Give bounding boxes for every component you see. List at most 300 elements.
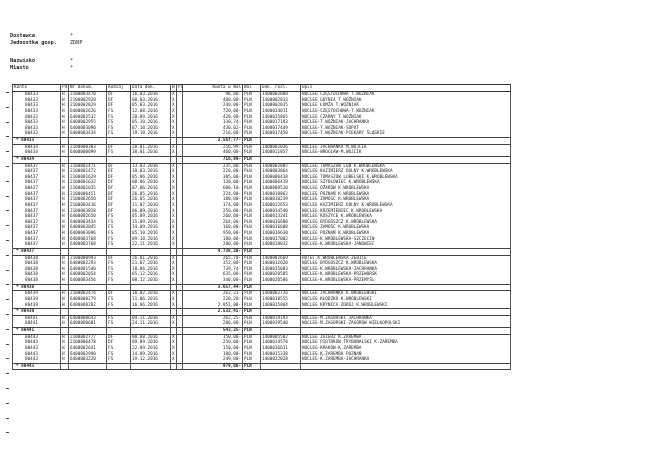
cell-wal: PLN — [243, 340, 261, 346]
cell-wal: PLN — [243, 303, 261, 309]
cell-konto: 80437 — [13, 186, 61, 192]
cell-wal: PLN — [243, 225, 261, 231]
cell-opis: NOCLEG SZYDŁOWIEC K.WRÓBLEWSKA — [301, 180, 511, 186]
cell-w: X — [172, 180, 175, 186]
cell-opis: NOCLEG KŁODZKO K.WRÓBLEWSKI — [301, 297, 511, 303]
header-value: * — [70, 33, 74, 39]
column-header: Data dok. — [131, 85, 171, 92]
cell-nr: 2100001471 — [69, 163, 107, 169]
cell-nr: 2100000993 — [69, 255, 107, 261]
margin-tick — [6, 151, 9, 152]
cell-w: X — [172, 214, 175, 220]
cell-w: X — [172, 231, 175, 236]
cell-opis: NOCLEG ZAMOŚĆ K.WRÓBLEWSKA — [301, 197, 511, 203]
header-value: * — [70, 58, 74, 64]
cell-opis — [301, 328, 511, 335]
cell-nr: 2100002829 — [69, 103, 107, 109]
cell-data: 05.12.2016 — [131, 272, 171, 278]
cell-opis: NOCLEG CZĘSTOCHOWA T.WOŹNIAK — [301, 92, 511, 98]
cell-opis: HOTEL K.WRÓBLEWSKA ZEBICE — [301, 255, 511, 261]
cell-wal: PLN — [243, 248, 261, 255]
cell-data — [131, 284, 171, 291]
cell-nr: 2100003470 — [69, 92, 107, 98]
cell-konto: 80443 — [13, 357, 61, 363]
cell-rodzaj: FS — [107, 231, 131, 237]
cell-dok: 1400015865 — [261, 115, 301, 121]
cell-data: 07.06.2016 — [131, 186, 171, 192]
cell-w: X — [172, 125, 175, 131]
cell-rodzaj: DF — [107, 197, 131, 203]
cell-pd: H — [61, 197, 69, 203]
cell-opis: NOCLEG-T.WOŹNIAK-PIEKARY ŚLĄSKIE — [301, 131, 511, 137]
cell-kwota: 720,00- — [183, 109, 243, 115]
cell-kwota: 224,00- — [183, 192, 243, 198]
cell-kwota: 262,25- — [183, 315, 243, 321]
cell-nr — [69, 284, 107, 291]
cell-wal: PLN — [243, 197, 261, 203]
cell-konto: 80437 — [13, 214, 61, 220]
cell-rodzaj: DF — [107, 209, 131, 215]
margin-tick — [6, 196, 9, 197]
margin-tick — [6, 284, 9, 285]
cell-opis: NOCLEG JACHRANKA M.WÓJCIK — [301, 144, 511, 150]
cell-pd: H — [61, 346, 69, 352]
margin-tick — [6, 225, 9, 226]
margin-tick — [6, 373, 9, 374]
header-value: * — [70, 65, 74, 71]
column-header: Opis — [301, 85, 511, 92]
cell-dok: 1400020586 — [261, 278, 301, 284]
cell-dok: 1400012653 — [261, 203, 301, 209]
cell-rodzaj: DF — [107, 203, 131, 209]
cell-nr: 2100002474 — [69, 291, 107, 297]
cell-nr: 6400003090 — [69, 126, 107, 132]
cell-konto: 80437 — [13, 209, 61, 215]
cell-w: X — [172, 169, 175, 175]
cell-w: X — [172, 302, 175, 308]
cell-w: X — [172, 278, 175, 283]
cell-pd: H — [61, 120, 69, 126]
cell-nr: 6400000282 — [69, 303, 107, 309]
cell-konto: 80433 — [13, 92, 61, 98]
cell-w: X — [172, 186, 175, 191]
margin-tick — [6, 418, 9, 419]
cell-rodzaj: FS — [107, 115, 131, 121]
margin-tick — [6, 358, 9, 359]
table-header-row — [13, 85, 511, 92]
cell-wal: PLN — [243, 109, 261, 115]
cell-opis: NOCLEG PIOTRKÓW TRYBUNALSKI K.ZAREMBA — [301, 340, 511, 346]
subtotal-row — [13, 363, 511, 370]
cell-wal: PLN — [243, 192, 261, 198]
cell-konto: 80439 — [13, 303, 61, 309]
cell-kwota: 249,00- — [183, 357, 243, 363]
cell-kwota: 716,99- — [183, 156, 243, 163]
cell-data — [131, 363, 171, 370]
cell-dok: 1400016600 — [261, 220, 301, 226]
cell-pd — [61, 156, 69, 163]
cell-nr: 6400002293 — [69, 261, 107, 267]
cell-nr: 6400002054 — [69, 272, 107, 278]
cell-rodzaj: FS — [107, 150, 131, 156]
cell-opis: NOCLEG POZNAŃ K.WRÓBLEWSKA — [301, 231, 511, 237]
cell-dok: 1400014570 — [261, 340, 301, 346]
cell-rodzaj — [107, 248, 131, 255]
cell-dok — [261, 309, 301, 316]
cell-wal: PLN — [243, 163, 261, 169]
cell-nr: 2100000383 — [69, 144, 107, 150]
cell-opis: NOCLEG K.ZAREMBA POZNAŃ — [301, 352, 511, 358]
cell-konto: 80441 — [13, 315, 61, 321]
cell-dok: 1400014540 — [261, 209, 301, 215]
cell-wal: PLN — [243, 220, 261, 226]
cell-dok: 1400002833 — [261, 98, 301, 104]
cell-opis: NOCLEG-K.WRÓBLEWSKA-SZCZECIN — [301, 237, 511, 243]
margin-tick — [6, 299, 9, 300]
cell-dok: 1400016611 — [261, 346, 301, 352]
cell-kwota: 220,20- — [183, 297, 243, 303]
cell-kwota: 130,74- — [183, 120, 243, 126]
cell-pd: H — [61, 242, 69, 248]
cell-data: 04.11.2016 — [131, 315, 171, 321]
cell-wal: PLN — [243, 144, 261, 150]
cell-nr: 6400000643 — [69, 315, 107, 321]
cell-opis: NOCLEG TOMASZÓW LUBELSKI K.WRÓBLEWSKA — [301, 175, 511, 181]
cell-konto: 80438 — [13, 278, 61, 284]
cell-pd: H — [61, 357, 69, 363]
cell-data: 26.05.2016 — [131, 192, 171, 198]
cell-pd: H — [61, 92, 69, 98]
cell-kwota: 950,00- — [183, 231, 243, 237]
cell-dok: 1400006419 — [261, 180, 301, 186]
cell-konto: 80433 — [13, 103, 61, 109]
cell-konto: 80437 — [13, 237, 61, 243]
cell-pd: H — [61, 144, 69, 150]
cell-data: 10.03.2016 — [131, 169, 171, 175]
cell-pd: H — [61, 291, 69, 297]
cell-nr — [69, 363, 107, 370]
cell-data — [131, 138, 171, 145]
cell-rodzaj: DF — [107, 144, 131, 150]
cell-opis: NOCLEG ZGIERZ K.ZAREMBA — [301, 334, 511, 340]
cell-kwota: 180,00- — [183, 352, 243, 358]
cell-dok: 1400012620 — [261, 261, 301, 267]
cell-wal: PLN — [243, 278, 261, 284]
cell-data: 21.07.2016 — [131, 261, 171, 267]
cell-konto: 80443 — [13, 334, 61, 340]
cell-rodzaj: FS — [107, 315, 131, 321]
cell-wal: PLN — [243, 346, 261, 352]
cell-rodzaj: FS — [107, 357, 131, 363]
cell-pd: H — [61, 297, 69, 303]
cell-wal: PLN — [243, 231, 261, 237]
cell-kwota: 430,02- — [183, 126, 243, 132]
cell-konto: 80433 — [13, 120, 61, 126]
cell-konto: 80437 — [13, 175, 61, 181]
cell-wal: PLN — [243, 120, 261, 126]
cell-pd — [61, 363, 69, 370]
cell-dok: 1400015864 — [261, 303, 301, 309]
cell-nr: 6400000099 — [69, 150, 107, 156]
cell-konto: 80439 — [13, 297, 61, 303]
cell-wal: PLN — [243, 150, 261, 156]
cell-nr: 2100003820 — [69, 209, 107, 215]
column-header: Pd — [62, 85, 68, 91]
cell-pd: H — [61, 150, 69, 156]
cell-data: 20.09.2016 — [131, 115, 171, 121]
cell-dok: 1400017193 — [261, 120, 301, 126]
cell-w: X — [172, 202, 175, 208]
cell-data: 13.03.2016 — [131, 163, 171, 169]
cell-rodzaj: FS — [107, 261, 131, 267]
cell-pd: H — [61, 192, 69, 198]
cell-data: 26.05.2016 — [131, 197, 171, 203]
cell-nr: 2100003416 — [69, 203, 107, 209]
cell-konto: 80443 — [13, 346, 61, 352]
cell-rodzaj: FS — [107, 131, 131, 137]
cell-data: 10.02.2016 — [131, 291, 171, 297]
column-header: Rodzaj — [107, 85, 131, 92]
cell-nr: 6400000279 — [69, 297, 107, 303]
cell-pd: H — [61, 126, 69, 132]
cell-w: X — [172, 114, 175, 120]
cell-kwota: 150,00- — [183, 346, 243, 352]
header-field-surname — [10, 58, 73, 64]
cell-pd: H — [61, 261, 69, 267]
cell-rodzaj: FS — [107, 346, 131, 352]
cell-opis: NOCLEG KRZEMIENIEC K.WRÓBLEWSKA — [301, 209, 511, 215]
cell-dok: 1400011857 — [261, 150, 301, 156]
cell-w: X — [172, 191, 175, 197]
cell-data: 15.09.2016 — [131, 220, 171, 226]
cell-rodzaj: DF — [107, 291, 131, 297]
cell-dok: 1400015083 — [261, 267, 301, 273]
cell-kwota: 90,00- — [183, 92, 243, 98]
cell-opis: NOCLEG-CZĘSTOCHOWA-T.WOŹNIAK — [301, 109, 511, 115]
cell-opis: NOCLEG-K.WRÓBLEWSKA-PRZEWORSK — [301, 272, 511, 278]
cell-kwota: 385,00- — [183, 175, 243, 181]
cell-w: X — [172, 225, 175, 231]
column-header: Konto — [13, 85, 61, 92]
cell-wal: PLN — [243, 214, 261, 220]
cell-kwota: 262,21- — [183, 291, 243, 297]
cell-pd: H — [61, 272, 69, 278]
cell-nr: 2100006451 — [69, 192, 107, 198]
cell-nr: 6400002990 — [69, 352, 107, 358]
cell-rodzaj: DF — [107, 180, 131, 186]
cell-konto: 80437 — [13, 231, 61, 237]
cell-konto: 80434 — [13, 144, 61, 150]
column-header: Nr dokum. — [69, 85, 107, 92]
cell-wal: PLN — [243, 315, 261, 321]
cell-wal: PLN — [243, 126, 261, 132]
cell-opis — [301, 309, 511, 316]
cell-konto: 80433 — [13, 109, 61, 115]
cell-rodzaj: DF — [107, 192, 131, 198]
cell-wal: PLN — [243, 267, 261, 273]
cell-konto: 80443 — [13, 340, 61, 346]
cell-data — [131, 328, 171, 335]
cell-pd: H — [61, 278, 69, 284]
cell-kwota: 180,00- — [183, 197, 243, 203]
cell-data: 31.07.2016 — [131, 203, 171, 209]
cell-w: X — [172, 120, 175, 126]
cell-wal: PLN — [243, 98, 261, 104]
cell-opis: NOCLEG-KRAKÓW-K.ZAREMBA — [301, 346, 511, 352]
subtotal-row — [13, 138, 511, 145]
cell-dok: 1400017449 — [261, 126, 301, 132]
cell-rodzaj: FS — [107, 225, 131, 231]
cell-konto: * 80441 — [13, 328, 61, 335]
header-field-city — [10, 65, 73, 71]
margin-tick — [6, 181, 9, 182]
cell-pd: H — [61, 103, 69, 109]
cell-kwota: 235,00- — [183, 163, 243, 169]
cell-dok: 1400020585 — [261, 272, 301, 278]
margin-tick — [6, 107, 9, 108]
cell-data — [131, 156, 171, 163]
cell-nr: 6400002650 — [69, 214, 107, 220]
cell-w: X — [172, 174, 175, 180]
margin-tick — [6, 432, 9, 433]
cell-wal: PLN — [243, 186, 261, 192]
cell-kwota: 264,00- — [183, 220, 243, 226]
cell-opis — [301, 363, 511, 370]
cell-w: X — [172, 208, 175, 214]
cell-data: 14.09.2016 — [131, 352, 171, 358]
header-label: Dostawca — [10, 33, 35, 39]
cell-dok — [261, 284, 301, 291]
cell-kwota: 635,00- — [183, 272, 243, 278]
cell-w: X — [172, 97, 175, 103]
cell-data: 06.09.2016 — [131, 209, 171, 215]
cell-dok: 1400010862 — [261, 192, 301, 198]
cell-opis: NOCLEG KAZIMIERZ DOLNY K.WRÓBLEWSKA — [301, 203, 511, 209]
cell-konto: 80437 — [13, 220, 61, 226]
cell-rodzaj: FS — [107, 242, 131, 248]
cell-opis: NOCLEG ŁOMŻA T.WOŹNIAK — [301, 103, 511, 109]
cell-rodzaj: DF — [107, 340, 131, 346]
cell-kwota: 340,00- — [183, 278, 243, 284]
cell-konto: 80437 — [13, 203, 61, 209]
margin-tick — [6, 270, 9, 271]
cell-pd — [61, 284, 69, 291]
cell-wal: PLN — [243, 169, 261, 175]
cell-konto: 80443 — [13, 352, 61, 358]
margin-tick — [6, 92, 9, 93]
cell-opis: NOCLEG TOMASZÓW LUB K.WRÓBLEWSKA — [301, 163, 511, 169]
cell-konto: 80434 — [13, 150, 61, 156]
cell-w: X — [172, 340, 175, 346]
cell-nr: 6400002626 — [69, 109, 107, 115]
cell-data: 08.03.2016 — [131, 98, 171, 104]
cell-nr: 6400003456 — [69, 278, 107, 284]
cell-pd: H — [61, 225, 69, 231]
cell-nr: 2100001629 — [69, 175, 107, 181]
cell-data: 05.10.2016 — [131, 120, 171, 126]
cell-rodzaj: DF — [107, 175, 131, 181]
cell-data: 05.10.2016 — [131, 231, 171, 237]
cell-pd: H — [61, 169, 69, 175]
margin-tick — [6, 314, 9, 315]
cell-w: X — [172, 351, 175, 357]
cell-opis: NOCLEG JACHRANKA K.WRÓBLEWSKI — [301, 291, 511, 297]
cell-wal: PLN — [243, 321, 261, 327]
cell-kwota: 174,00- — [183, 203, 243, 209]
cell-wal: PLN — [243, 103, 261, 109]
cell-rodzaj: DF — [107, 255, 131, 261]
cell-wal: PLN — [243, 309, 261, 316]
cell-rodzaj: FS — [107, 237, 131, 243]
cell-kwota: 2.533,41- — [183, 309, 243, 316]
cell-w: X — [172, 266, 175, 272]
cell-konto: 80433 — [13, 131, 61, 137]
cell-dok — [261, 363, 301, 370]
margin-tick — [6, 122, 9, 123]
cell-w: X — [172, 296, 175, 302]
cell-pd — [61, 248, 69, 255]
cell-dok: 1400017450 — [261, 131, 301, 137]
header-field-unit — [10, 40, 83, 46]
header-label: Nazwisko — [10, 58, 35, 64]
cell-dok: 1400019193 — [261, 315, 301, 321]
cell-wal: PLN — [243, 175, 261, 181]
cell-opis: NOCLEG-K.ZAREMBA-JACHRANKA — [301, 357, 511, 363]
cell-kwota: 460,00- — [183, 150, 243, 156]
cell-pd: H — [61, 209, 69, 215]
cell-opis: NOCLEG-M.ZAGÓRSKI JACHRANKA — [301, 315, 511, 321]
cell-dok: 1400010555 — [261, 297, 301, 303]
cell-nr: 6400002641 — [69, 346, 107, 352]
cell-data: 10.06.2016 — [131, 267, 171, 273]
cell-rodzaj: DF — [107, 186, 131, 192]
cell-opis: NOCLEG KOSZYCE K.WRÓBLEWSKA — [301, 214, 511, 220]
cell-wal: PLN — [243, 291, 261, 297]
cell-kwota: 480,00- — [183, 98, 243, 104]
cell-pd — [61, 328, 69, 335]
cell-pd: H — [61, 231, 69, 237]
cell-data — [131, 309, 171, 316]
cell-rodzaj: FS — [107, 321, 131, 327]
cell-rodzaj — [107, 363, 131, 370]
cell-konto: 80437 — [13, 242, 61, 248]
cell-rodzaj: FS — [107, 272, 131, 278]
cell-nr: 6400003434 — [69, 131, 107, 137]
cell-opis: NOCLEG CZARNY T.WOŹNIAK — [301, 115, 511, 121]
cell-wal: PLN — [243, 209, 261, 215]
cell-dok: 1400005582 — [261, 334, 301, 340]
cell-kwota: 180,00- — [183, 237, 243, 243]
cell-nr: 6400000681 — [69, 321, 107, 327]
cell-rodzaj: FS — [107, 303, 131, 309]
cell-pd: H — [61, 98, 69, 104]
cell-wal: PLN — [243, 284, 261, 291]
cell-nr: 2100001835 — [69, 186, 107, 192]
cell-dok: 1400002805 — [261, 163, 301, 169]
cell-konto: 80437 — [13, 197, 61, 203]
cell-pd: H — [61, 109, 69, 115]
cell-konto: 80441 — [13, 321, 61, 327]
margin-tick — [6, 166, 9, 167]
cell-dok: 1400006418 — [261, 175, 301, 181]
cell-pd: H — [61, 321, 69, 327]
cell-konto: 80438 — [13, 272, 61, 278]
cell-pd: H — [61, 186, 69, 192]
cell-rodzaj: FS — [107, 214, 131, 220]
cell-wal: PLN — [243, 363, 261, 370]
cell-nr: 6400003434 — [69, 220, 107, 226]
cell-data: 08.06.2016 — [131, 180, 171, 186]
